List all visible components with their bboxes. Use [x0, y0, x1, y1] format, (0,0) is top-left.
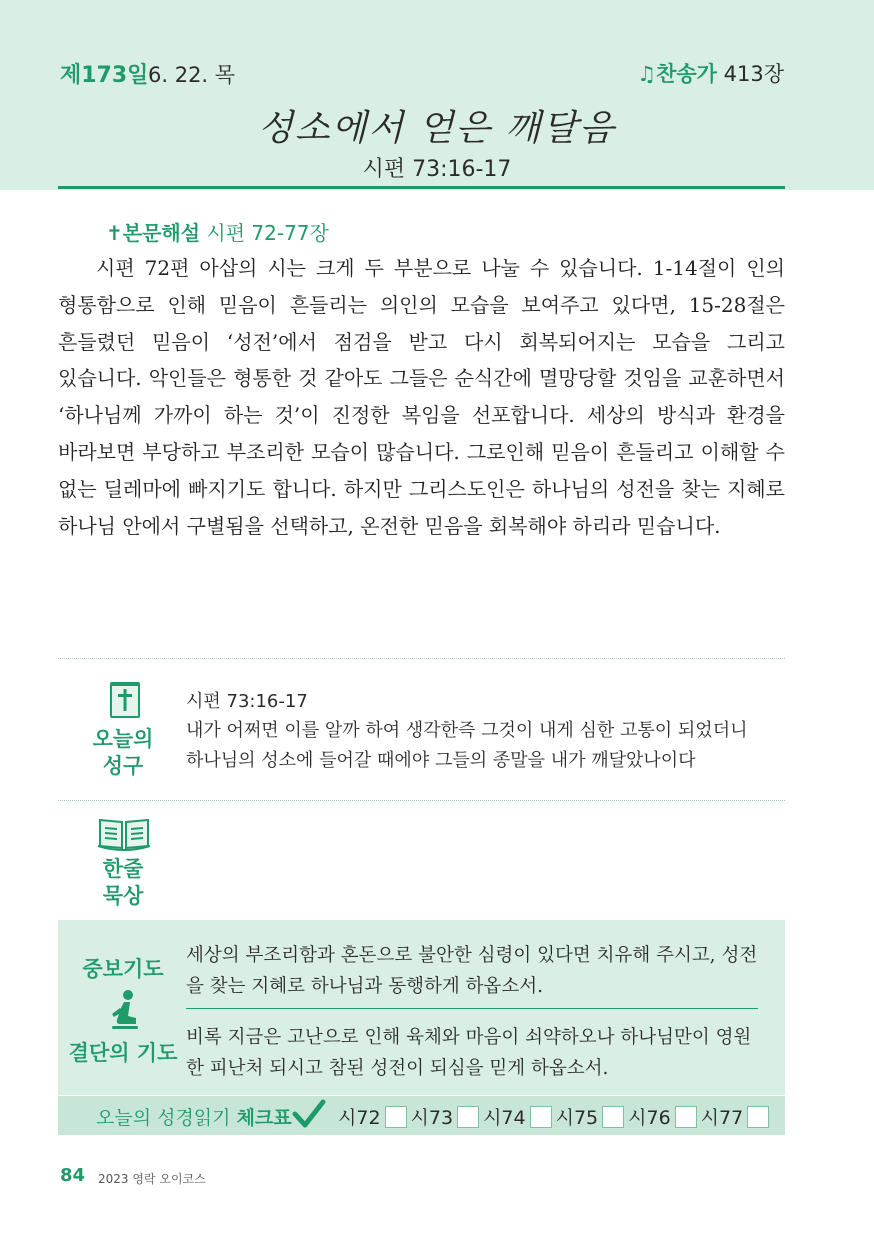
commentary-label: 본문해설	[122, 221, 201, 245]
day-label: 제173일	[60, 63, 149, 88]
meditation-label-line2: 묵상	[102, 884, 144, 908]
checklist-item[interactable]	[556, 1103, 625, 1130]
day-date: 6. 22. 목	[148, 63, 236, 87]
verse-label	[70, 726, 176, 780]
commentary-text: 시편 72편 아삽의 시는 크게 두 부분으로 나눌 수 있습니다. 1-14절이 인의 형통함으로 인해 믿음이 흔들리는 의인의 모습을 보여주고 있다면, 15-28절은 흔들렸던 믿음이 ‘성전’에서 점검을 받고 다시 회복되어지는 모습을 그리고 있습니다. 악인들은 형통한 것 같아도 그들은 순식간에 멸망당할 것임을 교훈하면서 ‘하나님께 가까이 하는 것’이 진정한 복임을 선포합니다. 세상의 방식과 환경을 바라보면 부당하고 부조리한 모습이 많습니다. 그로인해 믿음이 흔들리고 이해할 수 없는 딜레마에 빠지기도 합니다. 하지만 그리스도인은 하나님의 성전을 찾는 지혜로 하나님 안에서 구별됨을 선택하고, 온전한 믿음을 회복해야 하리라 믿습니다.	[58, 256, 785, 538]
checklist-label	[96, 1103, 292, 1130]
checklist-item-label: 시76	[628, 1107, 671, 1129]
page-subtitle: 시편 73:16-17	[362, 157, 512, 182]
publication-name: 2023 영락 오이코스	[98, 1172, 206, 1186]
section-divider	[58, 658, 785, 659]
page-title: 성소에서 얻은 깨달음	[258, 108, 616, 149]
hymn-label: 찬송가	[656, 62, 717, 86]
checklist-label-text: 오늘의 성경읽기	[96, 1107, 231, 1129]
music-note-icon: ♫	[637, 62, 657, 86]
section-divider	[58, 800, 785, 801]
meditation-label-line1: 한줄	[102, 857, 144, 881]
verse-label-line1: 오늘의	[92, 727, 154, 751]
checklist-item-label: 시72	[338, 1107, 381, 1129]
checkbox[interactable]	[747, 1106, 769, 1128]
checklist-item-label: 시75	[555, 1107, 599, 1129]
checkbox[interactable]	[385, 1106, 407, 1128]
intercession-text: 세상의 부조리함과 혼돈으로 불안한 심령이 있다면 치유해 주시고, 성전을 찾는 지혜로 하나님과 동행하게 하옵소서.	[186, 945, 758, 997]
checkbox[interactable]	[602, 1106, 624, 1128]
hymn-number: 413장	[723, 62, 784, 86]
checkbox[interactable]	[530, 1106, 552, 1128]
checklist-item[interactable]	[701, 1103, 770, 1130]
checklist-item[interactable]	[338, 1103, 407, 1130]
hymn-info	[637, 58, 784, 88]
checkbox[interactable]	[675, 1106, 697, 1128]
checkbox[interactable]	[457, 1106, 479, 1128]
checklist-item-label: 시74	[483, 1107, 526, 1129]
checklist-item[interactable]	[628, 1103, 697, 1130]
checklist-item[interactable]	[411, 1103, 480, 1130]
meditation-label	[70, 856, 176, 910]
commentary-heading	[106, 217, 329, 246]
verse-reference: 시편 73:16-17	[186, 691, 308, 712]
praying-person-icon	[106, 988, 142, 1036]
prayer-divider	[186, 1008, 758, 1009]
verse-text: 내가 어쩌면 이를 알까 하여 생각한즉 그것이 내게 심한 고통이 되었더니 하나님의 성소에 들어갈 때에야 그들의 종말을 내가 깨달았나이다	[186, 720, 748, 771]
open-book-icon	[96, 816, 152, 856]
checklist-label-bold: 체크표	[236, 1107, 292, 1129]
header-divider	[58, 186, 785, 189]
checkmark-icon	[292, 1099, 326, 1133]
resolution-text: 비록 지금은 고난으로 인해 육체와 마음이 쇠약하오나 하나님만이 영원한 피난처 되시고 참된 성전이 되심을 믿게 하옵소서.	[186, 1027, 752, 1079]
bible-cross-icon	[108, 680, 142, 724]
resolution-label: 결단의 기도	[68, 1041, 178, 1065]
intercession-label: 중보기도	[82, 957, 164, 981]
checklist-items	[338, 1103, 769, 1130]
checklist-item[interactable]	[483, 1103, 552, 1130]
checklist-item-label: 시73	[410, 1107, 454, 1129]
cross-icon: ✝	[106, 221, 123, 245]
verse-label-line2: 성구	[102, 754, 144, 778]
checklist-item-label: 시77	[700, 1107, 744, 1129]
page-number: 84	[60, 1165, 86, 1186]
commentary-reference: 시편 72-77장	[206, 221, 329, 245]
